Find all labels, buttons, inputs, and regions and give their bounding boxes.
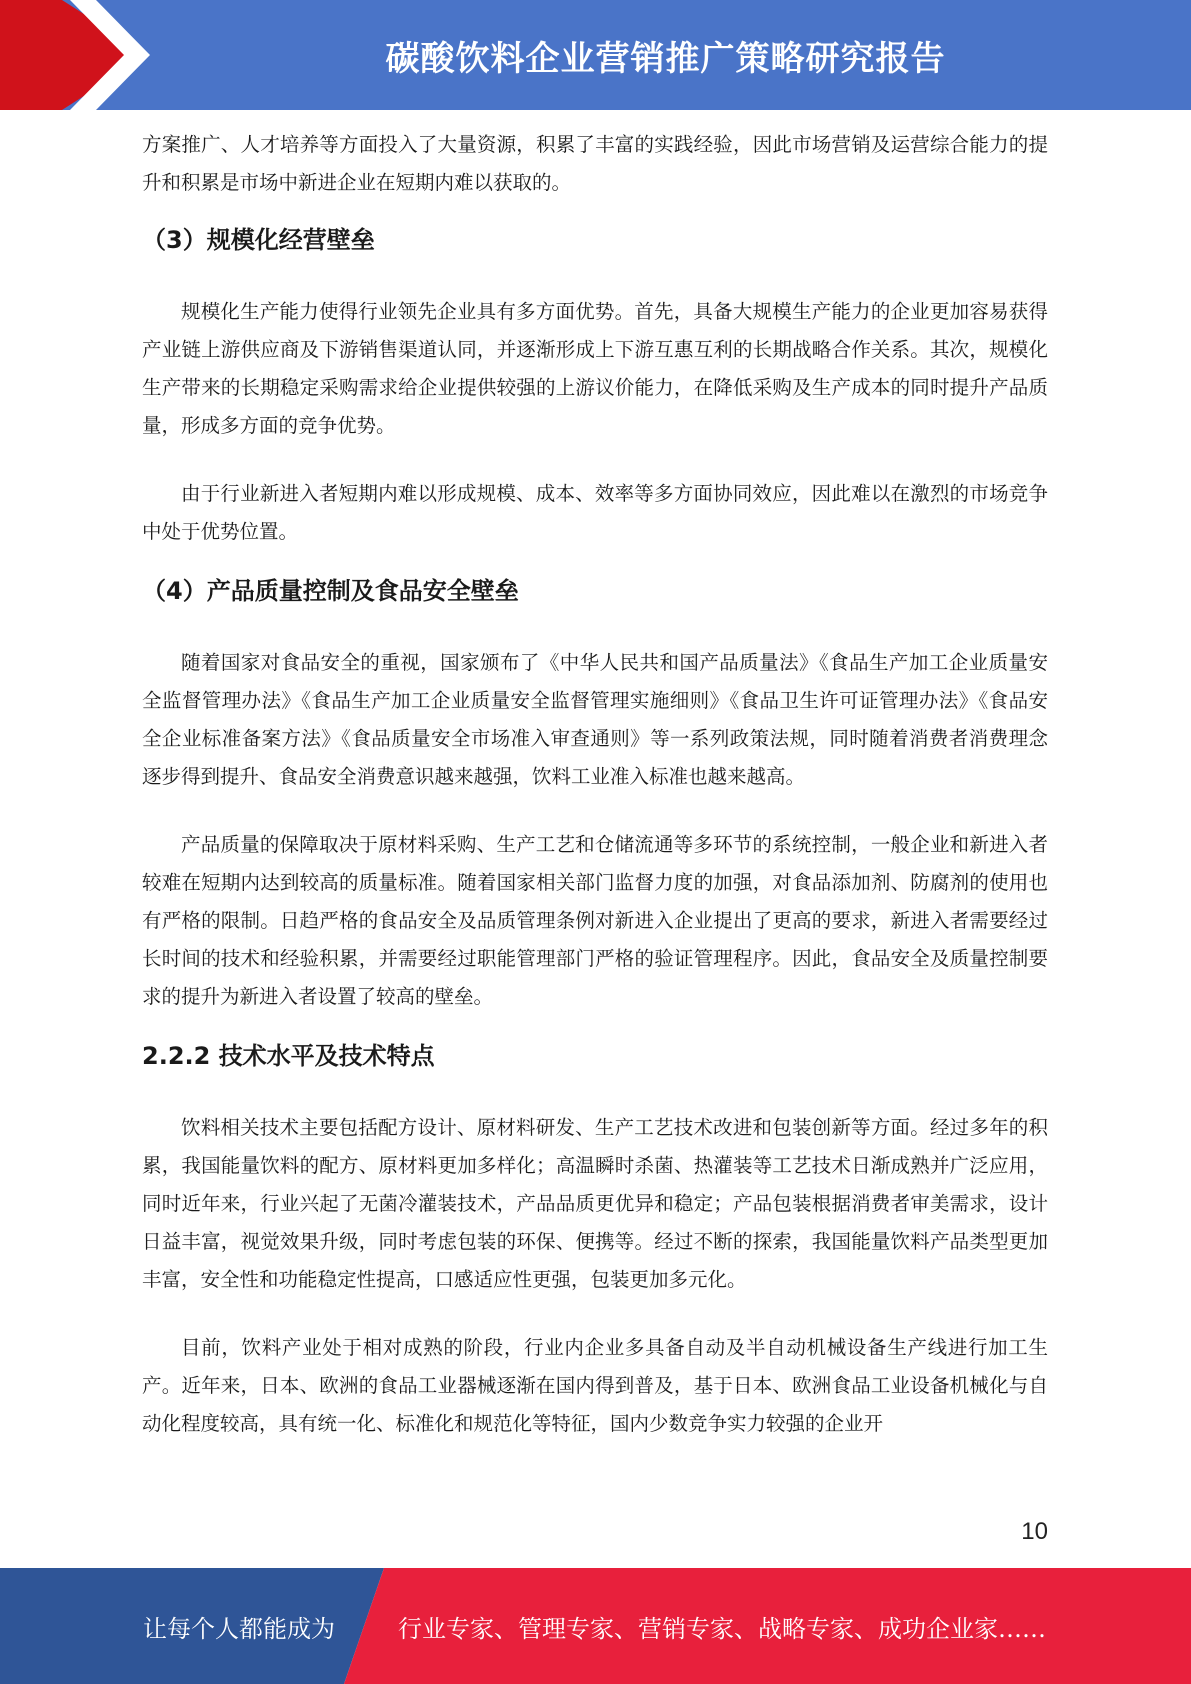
section-heading-quality-barrier: （4）产品质量控制及食品安全壁垒 (142, 577, 519, 605)
header-title: 碳酸饮料企业营销推广策略研究报告 (385, 38, 946, 79)
paragraph-scale-advantages: 规模化生产能力使得行业领先企业具有多方面优势。首先，具备大规模生产能力的企业更加容易获得产业链上游供应商及下游销售渠道认同，并逐渐形成上下游互惠互利的长期战略合作关系。其次，规模化生产带来的长期稳定采购需求给企业提供较强的上游议价能力，在降低采购及生产成本的同时提升产品质量，形成多方面的竞争优势。 (142, 300, 1048, 437)
footer-slogan-right: 行业专家、管理专家、营销专家、战略专家、成功企业家…… (398, 1614, 1046, 1643)
paragraph-new-entrants: 由于行业新进入者短期内难以形成规模、成本、效率等多方面协同效应，因此难以在激烈的市场竞争中处于优势位置。 (142, 482, 1048, 543)
section-heading-scale-barrier: （3）规模化经营壁垒 (142, 226, 375, 254)
paragraph-quality-control: 产品质量的保障取决于原材料采购、生产工艺和仓储流通等多环节的系统控制，一般企业和新进入者较难在短期内达到较高的质量标准。随着国家相关部门监督力度的加强，对食品添加剂、防腐剂的使用也有严格的限制。日趋严格的食品安全及品质管理条例对新进入企业提出了更高的要求，新进入者需要经过长时间的技术和经验积累，并需要经过职能管理部门严格的验证管理程序。因此，食品安全及质量控制要求的提升为新进入者设置了较高的壁垒。 (142, 833, 1048, 1008)
page-footer (0, 1568, 1191, 1684)
section-heading-tech-level: 2.2.2 技术水平及技术特点 (142, 1042, 435, 1070)
paragraph-continued: 方案推广、人才培养等方面投入了大量资源，积累了丰富的实践经验，因此市场营销及运营综合能力的提升和积累是市场中新进企业在短期内难以获取的。 (142, 133, 1048, 194)
page-number: 10 (1021, 1518, 1048, 1545)
footer-slogan-left: 让每个人都能成为 (143, 1614, 335, 1643)
paragraph-beverage-tech: 饮料相关技术主要包括配方设计、原材料研发、生产工艺技术改进和包装创新等方面。经过多年的积累，我国能量饮料的配方、原材料更加多样化；高温瞬时杀菌、热灌装等工艺技术日渐成熟并广泛应用，同时近年来，行业兴起了无菌冷灌装技术，产品品质更优异和稳定；产品包装根据消费者审美需求，设计日益丰富，视觉效果升级，同时考虑包装的环保、便携等。经过不断的探索，我国能量饮料产品类型更加丰富，安全性和功能稳定性提高，口感适应性更强，包装更加多元化。 (142, 1116, 1048, 1291)
page-header (0, 0, 1191, 110)
document-body (142, 126, 1048, 1443)
paragraph-food-safety-laws: 随着国家对食品安全的重视，国家颁布了《中华人民共和国产品质量法》《食品生产加工企业质量安全监督管理办法》《食品生产加工企业质量安全监督管理实施细则》《食品卫生许可证管理办法》《食品安全企业标准备案方法》《食品质量安全市场准入审查通则》等一系列政策法规，同时随着消费者消费理念逐步得到提升、食品安全消费意识越来越强，饮料工业准入标准也越来越高。 (142, 651, 1048, 788)
paragraph-industry-automation: 目前，饮料产业处于相对成熟的阶段，行业内企业多具备自动及半自动机械设备生产线进行加工生产。近年来，日本、欧洲的食品工业器械逐渐在国内得到普及，基于日本、欧洲食品工业设备机械化与自动化程度较高，具有统一化、标准化和规范化等特征，国内少数竞争实力较强的企业开 (142, 1336, 1048, 1435)
